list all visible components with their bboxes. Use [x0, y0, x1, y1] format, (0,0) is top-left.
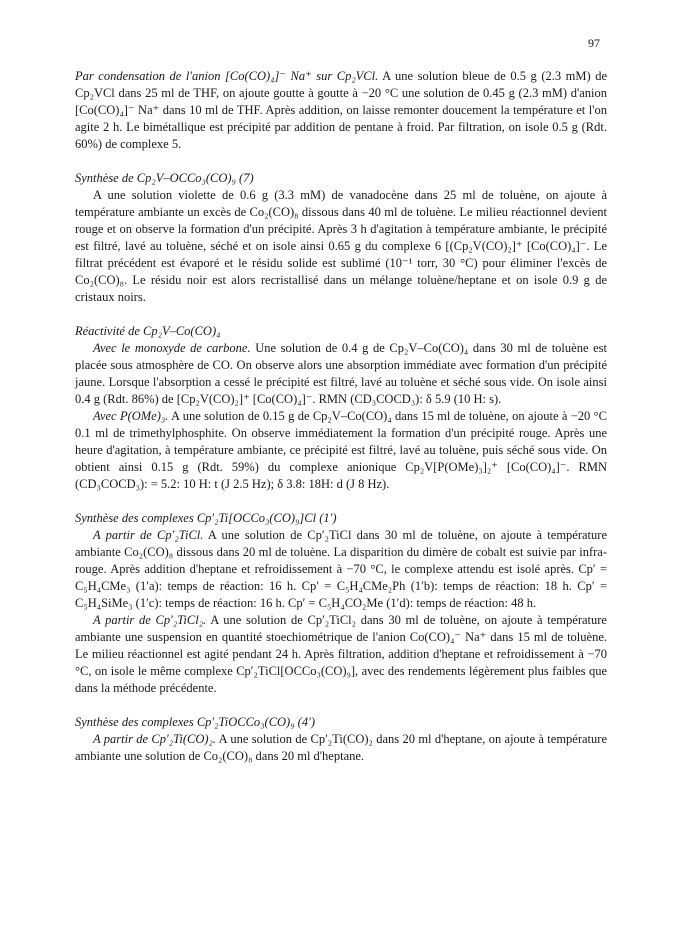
- paragraph-text: A une solution de Cp′₂TiCl₂ dans 30 ml de toluène, on ajoute à température ambiante une suspension en quantité stoechiométrique de l'anion Co(CO)₄⁻ Na⁺ dans 15 ml de toluène. Le milieu réactionnel est agité pendant 24 h. Après filtration, addition d'heptane et refroidissement à −70 °C, on isole le même complexe Cp′₂TiCl[OCCo₃(CO)₉], avec des rendements légèrement plus faibles que dans la méthode précédente.: [75, 613, 607, 695]
- paragraph-lead: A partir de Cp′₂Ti(CO)₂.: [93, 732, 216, 746]
- paragraph: [75, 68, 607, 153]
- page-number: 97: [588, 36, 600, 50]
- section-heading: Synthèse de Cp₂V–OCCo₃(CO)₉ (7): [75, 171, 254, 185]
- paragraph-text: A une solution de Cp′₂TiCl dans 30 ml de toluène, on ajoute à température ambiante Co₂(CO)₈ dissous dans 20 ml de toluène. La disparition du dimère de cobalt est suivie par infra-rouge. Après addition d'heptane et refroidissement à −70 °C, le complexe attendu est isolé après. Cp′ = C₅H₄CMe₃ (1′a): temps de réaction: 16 h. Cp′ = C₅H₄CMe₂Ph (1′b): temps de réaction: 18 h. Cp′ = C₅H₄SiMe₃ (1′c): temps de réaction: 16 h. Cp′ = C₅H₄CO₂Me (1′d): temps de réaction: 48 h.: [75, 528, 607, 610]
- paragraph: [75, 612, 607, 697]
- paragraph-lead: Par condensation de l'anion [Co(CO)₄]⁻ Na⁺ sur Cp₂VCl.: [75, 69, 379, 83]
- paragraph-lead: Avec P(OMe)₃.: [93, 409, 169, 423]
- section-heading: Synthèse des complexes Cp′₂TiOCCo₃(CO)₉ (4′): [75, 715, 315, 729]
- section-condensation: [75, 68, 607, 153]
- section-reactivite: [75, 323, 607, 493]
- paragraph-text: A une solution bleue de 0.5 g (2.3 mM) de Cp₂VCl dans 25 ml de THF, on ajoute goutte à goutte à −20 °C une solution de 0.45 g (2.3 mM) d'anion [Co(CO)₄]⁻ Na⁺ dans 10 ml de THF. Après addition, on laisse remonter doucement la température et l'on agite 2 h. Le bimétallique est précipité par addition de pentane à froid. Par filtration, on isole 0.5 g (Rdt. 60%) de complexe 5.: [75, 69, 607, 151]
- section-synthese-7: [75, 170, 607, 306]
- section-synthese-4prime: [75, 714, 607, 765]
- paragraph: [75, 340, 607, 408]
- paragraph: [75, 187, 607, 306]
- paragraph: [75, 527, 607, 612]
- section-synthese-1prime: [75, 510, 607, 697]
- section-heading: Synthèse des complexes Cp′₂Ti[OCCo₃(CO)₉]Cl (1′): [75, 511, 337, 525]
- paragraph-lead: A partir de Cp′₂TiCl₂.: [93, 613, 207, 627]
- paragraph-text: A une solution de 0.15 g de Cp₂V–Co(CO)₄ dans 15 ml de toluène, on ajoute à −20 °C 0.1 ml de trimethylphosphite. On observe immédiatement la formation d'un précipité rouge. Après une heure d'agitation, à température ambiante, ce précipité est filtré, lavé au toluène, puis séché sous vide. On obtient ainsi 0.15 g (Rdt. 59%) du complexe anionique Cp₂V[P(OMe)₃]₂⁺ [Co(CO)₄]⁻. RMN (CD₃COCD₃): = 5.2: 10 H: t (J 2.5 Hz); δ 3.8: 18H: d (J 8 Hz).: [75, 409, 607, 491]
- paragraph: [75, 408, 607, 493]
- paragraph-lead: A partir de Cp′₂TiCl.: [93, 528, 204, 542]
- paragraph-text: Une solution de 0.4 g de Cp₂V–Co(CO)₄ dans 30 ml de toluène est placée sous atmosphère de CO. On observe alors une absorption immédiate avec formation d'un précipité jaune. Lorsque l'absorption a cessé le précipité est filtré, lavé au toluène et séché sous vide. On isole ainsi 0.4 g (Rdt. 86%) de [Cp₂V(CO)₂]⁺ [Co(CO)₄]⁻. RMN (CD₃COCD₃): δ 5.9 (10 H: s).: [75, 341, 607, 406]
- paragraph-text: A une solution de Cp′₂Ti(CO)₂ dans 20 ml d'heptane, on ajoute à température ambiante une solution de Co₂(CO)₈ dans 20 ml d'heptane.: [75, 732, 607, 763]
- section-heading: Réactivité de Cp₂V–Co(CO)₄: [75, 324, 221, 338]
- paragraph: [75, 731, 607, 765]
- paragraph-text: A une solution violette de 0.6 g (3.3 mM) de vanadocène dans 25 ml de toluène, on ajoute à température ambiante un excès de Co₂(CO)₈ dissous dans 40 ml de toluène. Le milieu réactionnel devient rouge et on observe la formation d'un précipité. Après 3 h d'agitation à température ambiante, le précipité est filtré, lavé au toluène, séché et on isole ainsi 0.65 g du complexe 6 [(Cp₂V(CO)₂]⁺ [Co(CO)₄]⁻. Le filtrat précédent est évaporé et le résidu solide est sublimé (10⁻¹ torr, 30 °C) pour éliminer l'excès de Co₂(CO)₈. Le résidu noir est alors recristallisé dans un mélange toluène/heptane et on isole 0.9 g de cristaux noirs.: [75, 188, 607, 304]
- document-body: [75, 68, 607, 782]
- paragraph-lead: Avec le monoxyde de carbone.: [93, 341, 251, 355]
